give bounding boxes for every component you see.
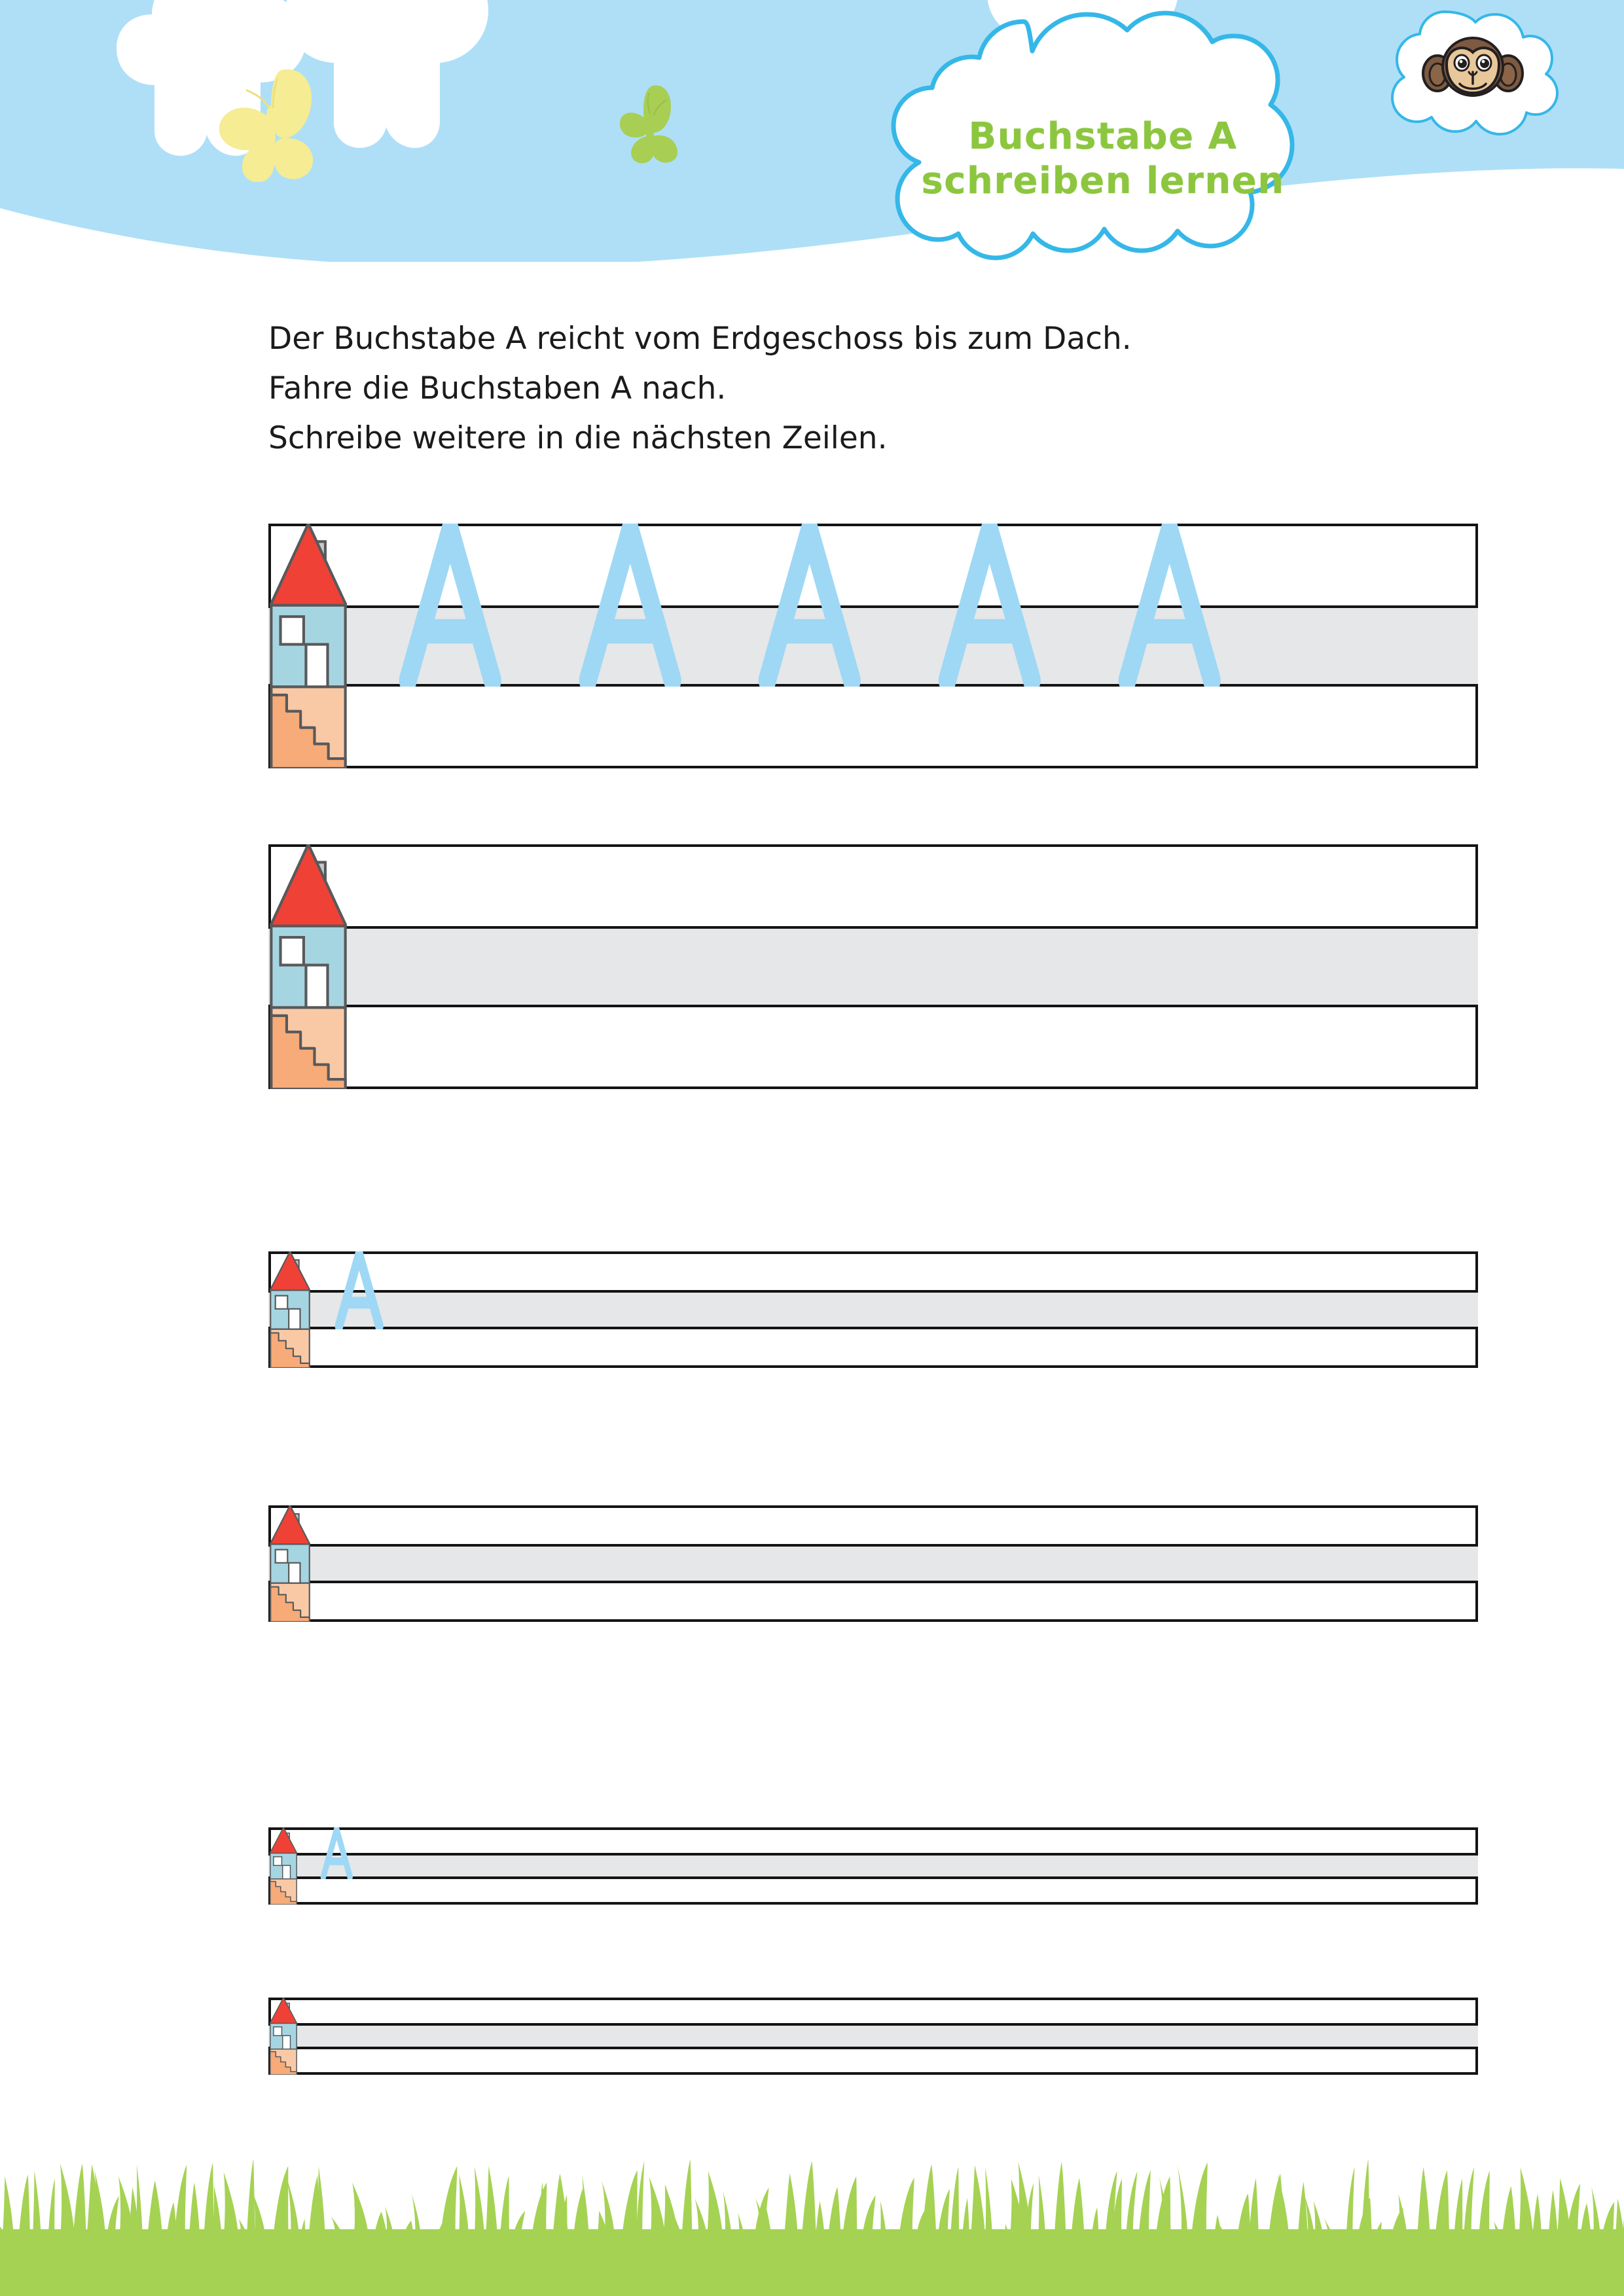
trace-letters-layer	[268, 524, 1478, 768]
writing-row-2[interactable]	[268, 844, 1478, 1089]
monkey-cloud	[1384, 0, 1561, 140]
butterfly-green	[619, 81, 700, 166]
house-icon	[270, 1998, 297, 2075]
instructions-block	[268, 314, 1381, 463]
house-icon	[270, 524, 347, 768]
title-line-2: schreiben lernen	[921, 160, 1285, 203]
instruction-line-3: Schreibe weitere in die nächsten Zeilen.	[268, 420, 888, 457]
title-text	[907, 115, 1299, 204]
title-line-1: Buchstabe A	[968, 115, 1238, 158]
grass-decoration	[0, 2152, 1624, 2296]
instruction-line-2: Fahre die Buchstaben A nach.	[268, 370, 727, 407]
writing-row-3[interactable]	[268, 1251, 1478, 1368]
writing-row-5[interactable]	[268, 1827, 1478, 1905]
row-middle-band	[268, 1544, 1478, 1583]
house-icon	[270, 1827, 297, 1905]
writing-row-6[interactable]	[268, 1998, 1478, 2075]
writing-row-1[interactable]	[268, 524, 1478, 768]
row-middle-band	[268, 2023, 1478, 2049]
house-icon	[270, 1505, 310, 1622]
trace-letters-layer	[268, 1827, 1478, 1905]
writing-row-4[interactable]	[268, 1505, 1478, 1622]
instruction-line-1: Der Buchstabe A reicht vom Erdgeschoss bis zum Dach.	[268, 321, 1132, 357]
house-icon	[270, 1251, 310, 1368]
row-middle-band	[268, 926, 1478, 1008]
house-icon	[270, 844, 347, 1089]
trace-letters-layer	[268, 1251, 1478, 1368]
butterfly-yellow	[213, 58, 331, 182]
